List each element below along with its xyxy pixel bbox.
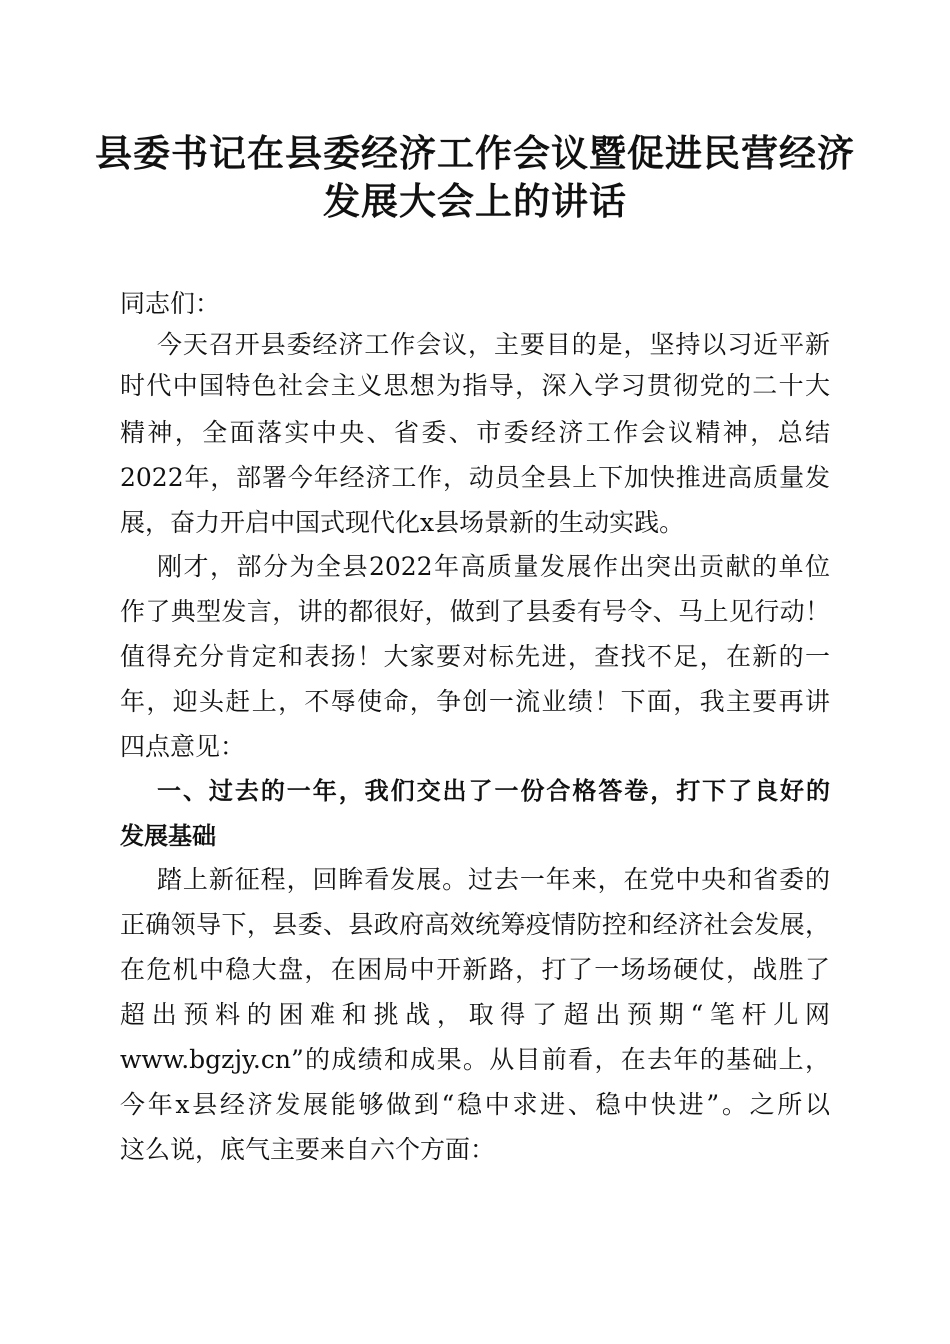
paragraph-2-line: 作了典型发言，讲的都很好，做到了县委有号令、马上见行动！ [120,597,830,626]
section-1-paragraph-line: 踏上新征程，回眸看发展。过去一年来，在党中央和省委的 [157,865,830,894]
paragraph-2-line: 刚才，部分为全县2022年高质量发展作出突出贡献的单位 [157,552,830,581]
section-1-paragraph-line: www.bgzjy.cn”的成绩和成果。从目前看，在去年的基础上， [120,1045,830,1074]
section-1-paragraph-line: 正确领导下，县委、县政府高效统筹疫情防控和经济社会发展， [120,910,830,939]
paragraph-2-line: 值得充分肯定和表扬！大家要对标先进，查找不足，在新的一 [120,642,830,671]
paragraph-1-line: 精神，全面落实中央、省委、市委经济工作会议精神，总结 [120,418,830,447]
section-1-heading: 一、过去的一年，我们交出了一份合格答卷，打下了良好的 [157,777,830,805]
paragraph-1-line: 今天召开县委经济工作会议，主要目的是，坚持以习近平新 [157,330,830,359]
document-title [0,130,950,226]
title-line-1: 县委书记在县委经济工作会议暨促进民营经济 [95,132,855,175]
section-1-paragraph-line: 这么说，底气主要来自六个方面： [120,1135,496,1164]
title-line-2: 发展大会上的讲话 [323,180,627,223]
section-1-paragraph-line: 超出预料的困难和挑战，取得了超出预期“笔杆儿网 [120,1000,830,1029]
section-1-paragraph-line: 在危机中稳大盘，在困局中开新路，打了一场场硬仗，战胜了 [120,955,830,984]
paragraph-1-line: 时代中国特色社会主义思想为指导，深入学习贯彻党的二十大 [120,371,830,400]
section-1-heading: 发展基础 [120,822,216,850]
section-1-paragraph-line: 今年x县经济发展能够做到“稳中求进、稳中快进”。之所以 [120,1090,830,1119]
paragraph-1-line: 展，奋力开启中国式现代化x县场景新的生动实践。 [120,508,685,537]
paragraph-1-line: 2022年，部署今年经济工作，动员全县上下加快推进高质量发 [120,463,830,492]
salutation: 同志们： [120,289,221,318]
paragraph-2-line: 四点意见： [120,732,246,761]
paragraph-2-line: 年，迎头赶上，不辱使命，争创一流业绩！下面，我主要再讲 [120,687,830,716]
